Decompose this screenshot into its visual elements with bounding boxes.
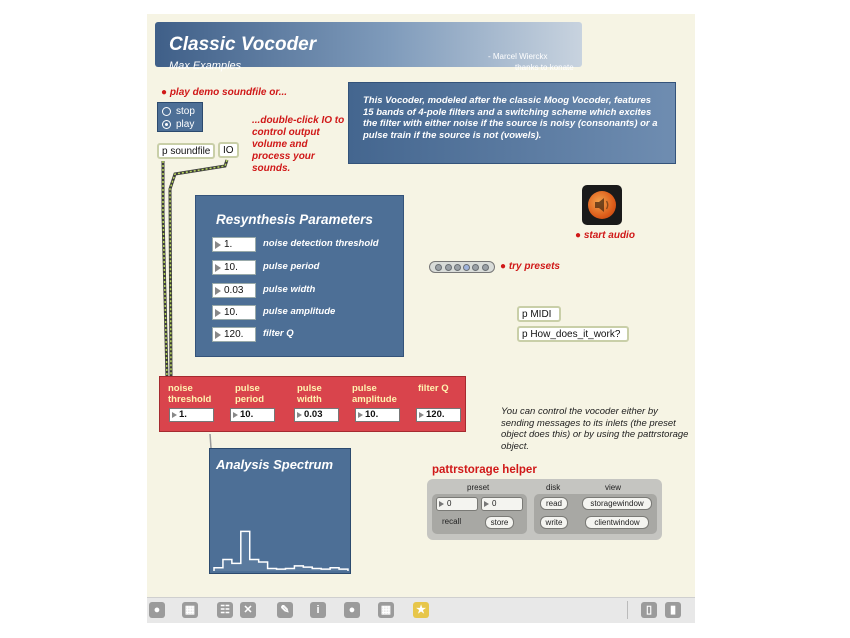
rp-pulse-amplitude-numbox[interactable]: 10. [355, 408, 400, 422]
hp-preset-num-1[interactable]: 0 [436, 497, 478, 511]
hp-store-button[interactable]: store [485, 516, 514, 529]
spectrum-band [241, 531, 250, 571]
debug-icon[interactable]: ★ [413, 602, 429, 618]
spectrum-band [250, 559, 259, 571]
io-object-label: IO [223, 145, 234, 156]
toolbar-separator [627, 601, 628, 619]
patcher-window [147, 14, 695, 623]
radio-stop-label: stop [176, 106, 195, 117]
lock-icon[interactable]: ● [149, 602, 165, 618]
hp-recall-label[interactable]: recall [442, 517, 462, 526]
how-does-it-work-object[interactable] [517, 326, 629, 342]
start-audio-label: ● start audio [575, 230, 635, 241]
hp-preset-label: preset [467, 483, 490, 492]
pulse-width-label: pulse width [263, 284, 316, 295]
grid-icon[interactable]: ▦ [378, 602, 394, 618]
how-object-label: p How_does_it_work? [522, 329, 621, 340]
midi-object[interactable] [517, 306, 561, 322]
rp-pulse-period-label: pulse period [235, 383, 265, 405]
resynthesis-panel [195, 195, 404, 357]
credit-thanks: thanks to konate [515, 63, 574, 72]
play-demo-note: ● play demo soundfile or... [161, 87, 288, 98]
radio-play-label: play [176, 119, 195, 130]
rp-noise-threshold-label: noise threshold [168, 383, 212, 405]
try-presets-label: ● try presets [500, 261, 560, 272]
io-note: ...double-click IO to control output volume and process your sounds. [252, 115, 345, 174]
midi-object-label: p MIDI [522, 309, 552, 320]
filter-q-label: filter Q [263, 328, 294, 339]
hp-disk-label: disk [546, 483, 561, 492]
noise-threshold-label: noise detection threshold [263, 238, 379, 249]
soundfile-object-label: p soundfile [162, 146, 211, 157]
presentation-icon[interactable]: ▦ [182, 602, 198, 618]
close-patcher-icon[interactable]: ✕ [240, 602, 256, 618]
speaker-glyph [588, 191, 616, 219]
spectrum-band [294, 566, 303, 571]
connect-icon[interactable]: ● [344, 602, 360, 618]
pulse-period-label: pulse period [263, 261, 320, 272]
pattr-helper-panel [427, 479, 662, 540]
patcher-toolbar [147, 597, 695, 623]
pulse-amplitude-numbox[interactable]: 10. [212, 305, 256, 320]
spectrum-band [232, 563, 241, 571]
noise-threshold-numbox[interactable]: 1. [212, 237, 256, 252]
preset-slot-5[interactable] [472, 264, 479, 271]
pulse-amplitude-label: pulse amplitude [263, 306, 336, 317]
rp-pulse-period-numbox[interactable]: 10. [230, 408, 275, 422]
speaker-icon [588, 191, 616, 219]
rp-pulse-amplitude-label: pulse amplitude [352, 383, 397, 405]
resynthesis-title: Resynthesis Parameters [216, 212, 373, 227]
spectrum-band [259, 562, 268, 571]
pattr-helper-title: pattrstorage helper [432, 464, 537, 476]
preset-slot-3[interactable] [454, 264, 461, 271]
clean-icon[interactable]: ✎ [277, 602, 293, 618]
hp-preset-num-2[interactable]: 0 [481, 497, 523, 511]
hp-storagewindow-button[interactable]: storagewindow [582, 497, 652, 510]
filter-q-numbox[interactable]: 120. [212, 327, 256, 342]
sidebar-left-icon[interactable]: ▯ [641, 602, 657, 618]
rp-pulse-width-label: pulse width [297, 383, 322, 405]
spectrum-title: Analysis Spectrum [216, 457, 334, 472]
analysis-spectrum [209, 448, 351, 574]
new-object-icon[interactable]: ☷ [217, 602, 233, 618]
description-box: This Vocoder, modeled after the classic Moog Vocoder, features 15 bands of 4-pole filters and a switching scheme which excites the filter with either noise if the source is noisy (consonants) or a pulse train if the source is not (vowels). [348, 82, 676, 164]
control-note: You can control the vocoder either by sending messages to its inlets (the preset object does this) or by using the pattrstorage object. [501, 406, 689, 452]
hp-clientwindow-button[interactable]: clientwindow [585, 516, 649, 529]
vocoder-parameter-panel [159, 376, 466, 432]
inspector-icon[interactable]: i [310, 602, 326, 618]
pulse-width-numbox[interactable]: 0.03 [212, 283, 256, 298]
spectrum-band [223, 559, 232, 571]
patch-cord-spectrum [210, 434, 211, 448]
pulse-period-numbox[interactable]: 10. [212, 260, 256, 275]
rp-pulse-width-numbox[interactable]: 0.03 [294, 408, 339, 422]
hp-view-label: view [605, 483, 622, 492]
hp-write-button[interactable]: write [540, 516, 568, 529]
preset-slot-6[interactable] [482, 264, 489, 271]
preset-slot-2[interactable] [445, 264, 452, 271]
sidebar-right-icon[interactable]: ▮ [665, 602, 681, 618]
rp-filter-q-numbox[interactable]: 120. [416, 408, 461, 422]
preset-object[interactable] [429, 261, 495, 273]
patch-subtitle: Max Examples [169, 60, 242, 72]
spectrum-bars [210, 449, 352, 575]
rp-filter-q-label: filter Q [418, 383, 449, 394]
preset-slot-1[interactable] [435, 264, 442, 271]
patch-title: Classic Vocoder [169, 34, 317, 55]
start-audio-button[interactable] [582, 185, 622, 225]
rp-noise-threshold-numbox[interactable]: 1. [169, 408, 214, 422]
hp-read-button[interactable]: read [540, 497, 568, 510]
preset-slot-4[interactable] [463, 264, 470, 271]
credit-author: - Marcel Wierckx [488, 52, 548, 61]
